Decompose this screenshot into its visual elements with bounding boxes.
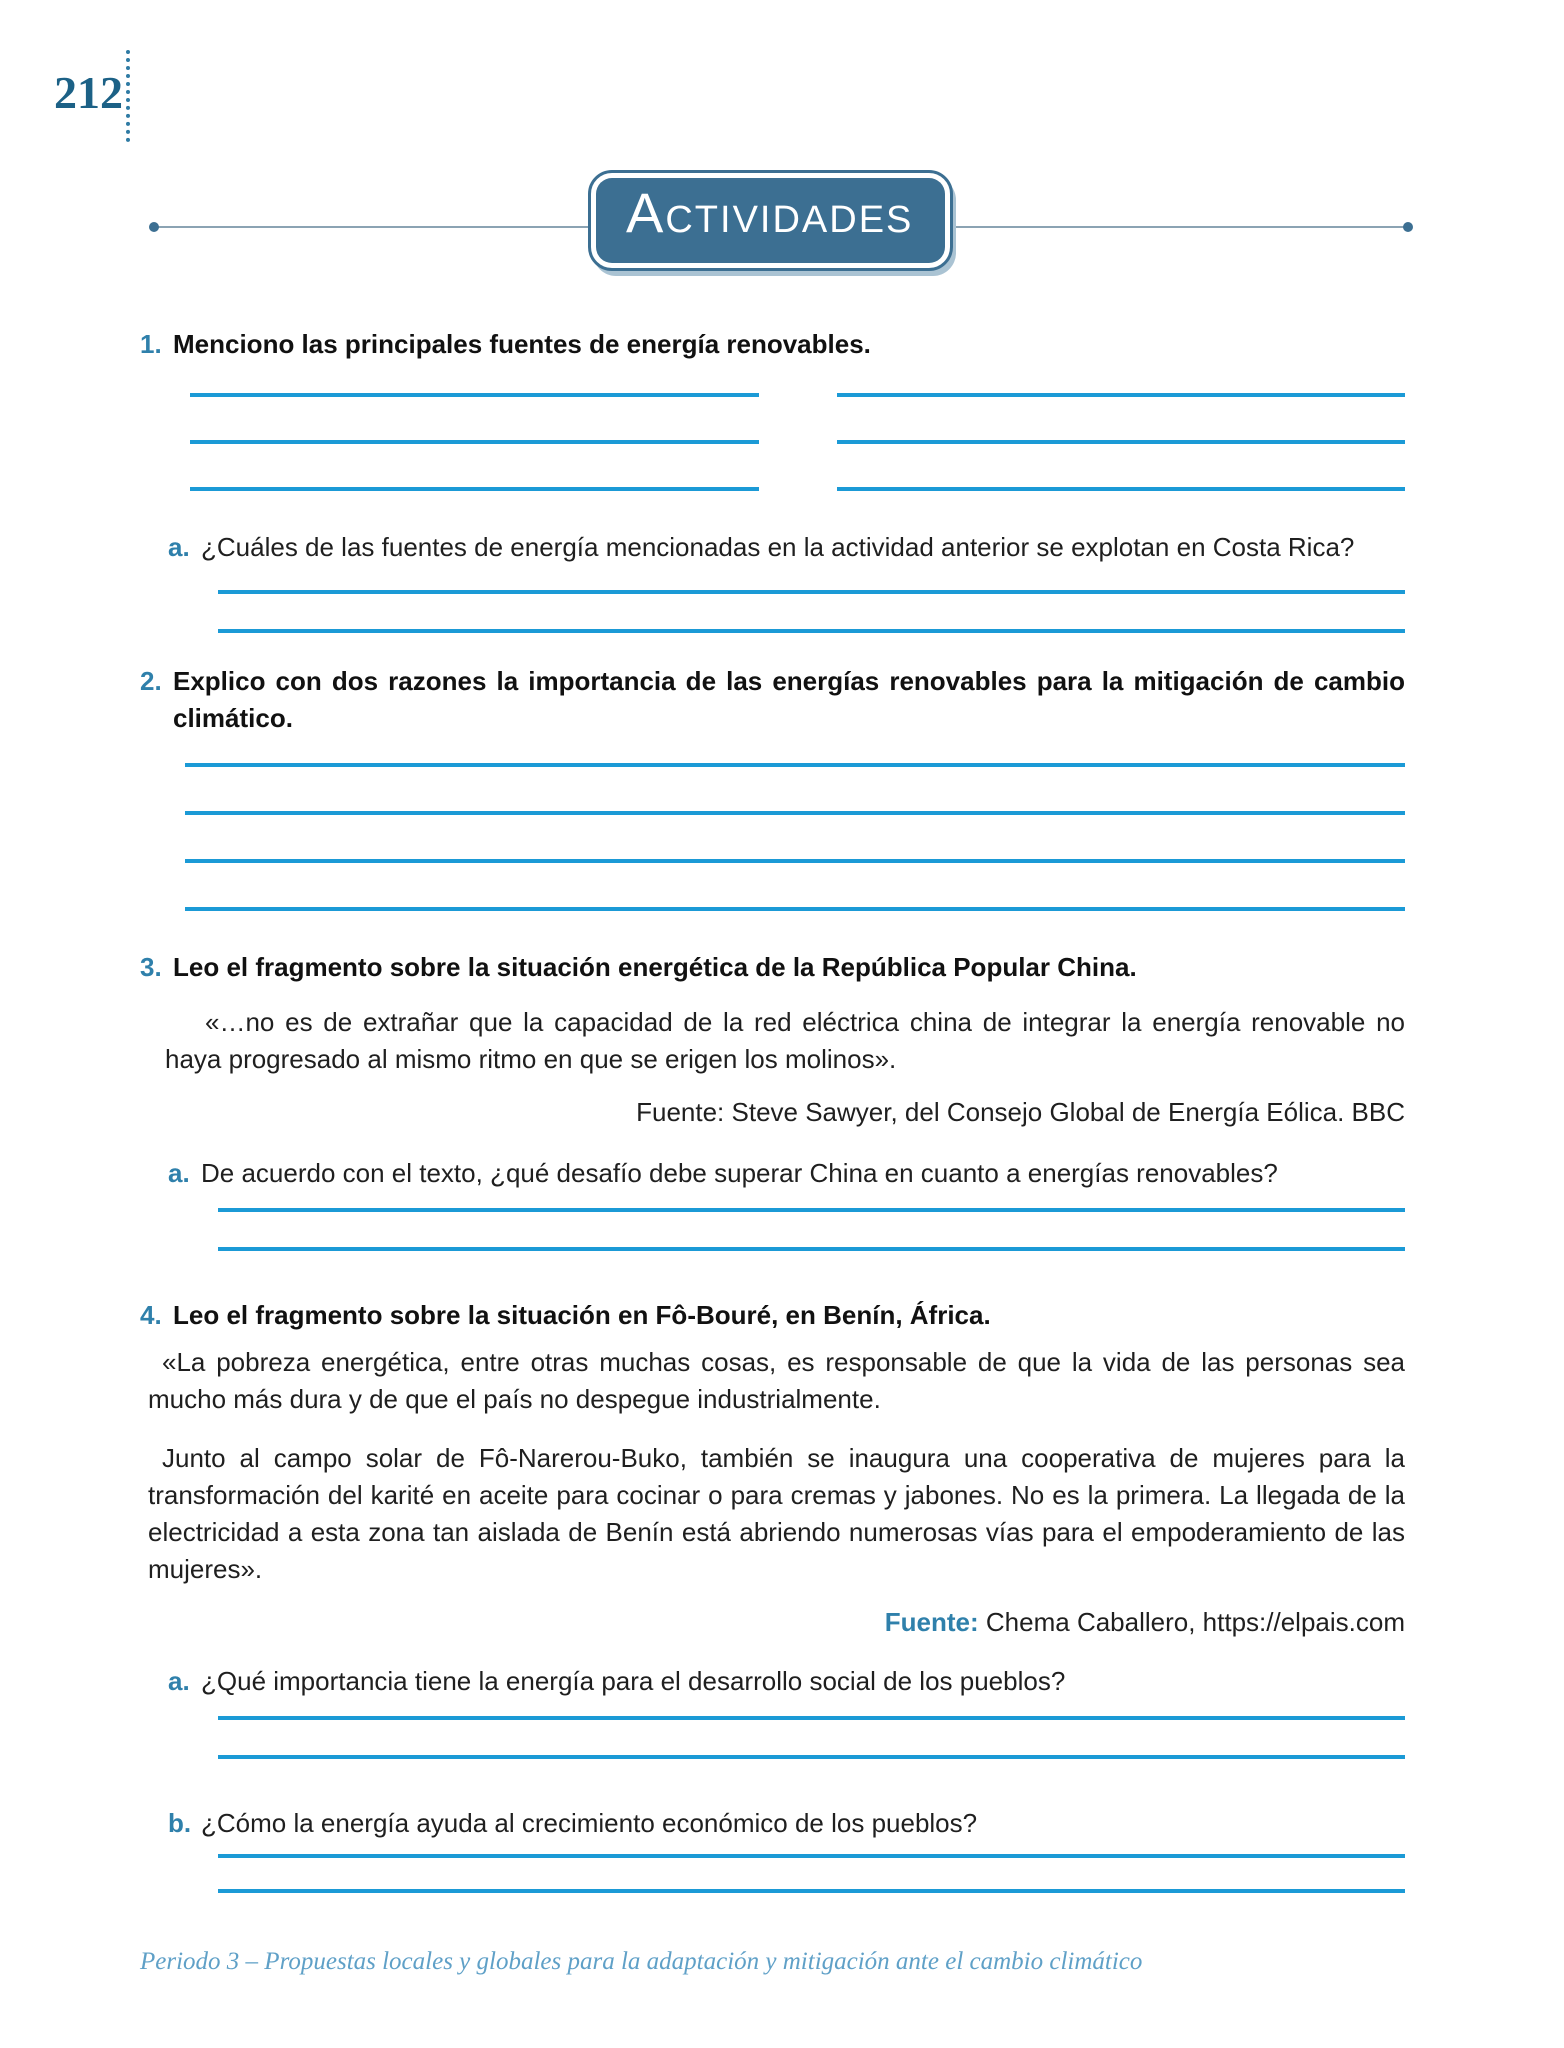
answer-line [218, 1889, 1405, 1893]
sub-question-text: ¿Qué importancia tiene la energía para el desarrollo social de los pueblos? [201, 1666, 1066, 1696]
answer-line [837, 393, 1406, 397]
activity-4-sub-a [168, 1663, 1405, 1700]
source-text: Chema Caballero, https://elpais.com [985, 1607, 1405, 1637]
footer-text: Periodo 3 – Propuestas locales y globales para la adaptación y mitigación ante el cambio climático [140, 1948, 1143, 1975]
activity-1-sub-a [168, 529, 1405, 566]
sub-question-label: a. [168, 1666, 190, 1696]
answer-line [218, 1755, 1405, 1759]
answer-line [185, 907, 1405, 911]
source-attribution [140, 1604, 1405, 1641]
activity-3-sub-a [168, 1155, 1405, 1192]
answer-line [185, 811, 1405, 815]
sub-question-label: a. [168, 1158, 190, 1188]
activity-title: Leo el fragmento sobre la situación energética de la República Popular China. [173, 952, 1137, 982]
answer-line [837, 440, 1406, 444]
sub-question-text: De acuerdo con el texto, ¿qué desafío debe superar China en cuanto a energías renovables? [201, 1158, 1278, 1188]
answer-line [190, 393, 759, 397]
page-number: 212 [54, 67, 123, 118]
sub-question-label: a. [168, 532, 190, 562]
activity-3 [140, 949, 1405, 986]
actividades-banner [588, 170, 953, 271]
activity-number: 4. [140, 1300, 162, 1330]
activity-4a-answer-lines [218, 1716, 1405, 1759]
actividades-banner-fill [596, 178, 945, 263]
source-label: Fuente: [884, 1607, 979, 1637]
answer-line [218, 1208, 1405, 1212]
quote-paragraph: «La pobreza energética, entre otras muchas cosas, es responsable de que la vida de las personas sea mucho más dura y de que el país no despegue industrialmente. [148, 1347, 1405, 1414]
answer-line [218, 1247, 1405, 1251]
activity-number: 3. [140, 952, 162, 982]
answer-line [218, 629, 1405, 633]
activity-2 [140, 663, 1405, 737]
quote-paragraph: Junto al campo solar de Fô-Narerou-Buko, también se inaugura una cooperativa de mujeres para la transformación del karité en aceite para cocinar o para cremas y jabones. No es la primera. La llegada de la electricidad a esta zona tan aislada de Benín está abriendo numerosas vías para el empoderamiento de las mujeres». [148, 1443, 1405, 1584]
activity-1a-answer-lines [218, 590, 1405, 633]
answer-line [185, 859, 1405, 863]
answer-line [218, 1854, 1405, 1858]
activity-title: Leo el fragmento sobre la situación en Fô-Bouré, en Benín, África. [173, 1300, 991, 1330]
activity-4b-answer-lines [218, 1854, 1405, 1893]
sub-question-text: ¿Cuáles de las fuentes de energía mencionadas en la actividad anterior se explotan en Costa Rica? [201, 532, 1355, 562]
page-content [140, 326, 1405, 1893]
answer-line [190, 487, 759, 491]
section-title: ACTIVIDADES [626, 181, 914, 244]
activity-4 [140, 1297, 1405, 1334]
activity-number: 2. [140, 666, 162, 696]
activity-3a-answer-lines [218, 1208, 1405, 1251]
rule-dot-icon [1403, 222, 1413, 232]
activity-4-sub-b [168, 1805, 1405, 1842]
activity-1 [140, 326, 1405, 363]
rule-dot-icon [149, 222, 159, 232]
quote-paragraph: «…no es de extrañar que la capacidad de la red eléctrica china de integrar la energía renovable no haya progresado al mismo ritmo en que se erigen los molinos». [165, 1007, 1405, 1074]
page-margin-dotted-line [126, 50, 130, 142]
activity-title: Explico con dos razones la importancia de las energías renovables para la mitigación de cambio climático. [173, 666, 1405, 733]
answer-line [218, 1716, 1405, 1720]
sub-question-label: b. [168, 1808, 192, 1838]
answer-line [218, 590, 1405, 594]
sub-question-text: ¿Cómo la energía ayuda al crecimiento económico de los pueblos? [201, 1808, 978, 1838]
answer-line [190, 440, 759, 444]
activity-title: Menciono las principales fuentes de energía renovables. [173, 329, 871, 359]
activity-2-answer-lines [185, 763, 1405, 911]
answer-line [185, 763, 1405, 767]
activity-number: 1. [140, 329, 162, 359]
source-attribution: Fuente: Steve Sawyer, del Consejo Global de Energía Eólica. BBC [636, 1097, 1405, 1127]
activity-1-answer-lines [190, 393, 1405, 491]
answer-line [837, 487, 1406, 491]
